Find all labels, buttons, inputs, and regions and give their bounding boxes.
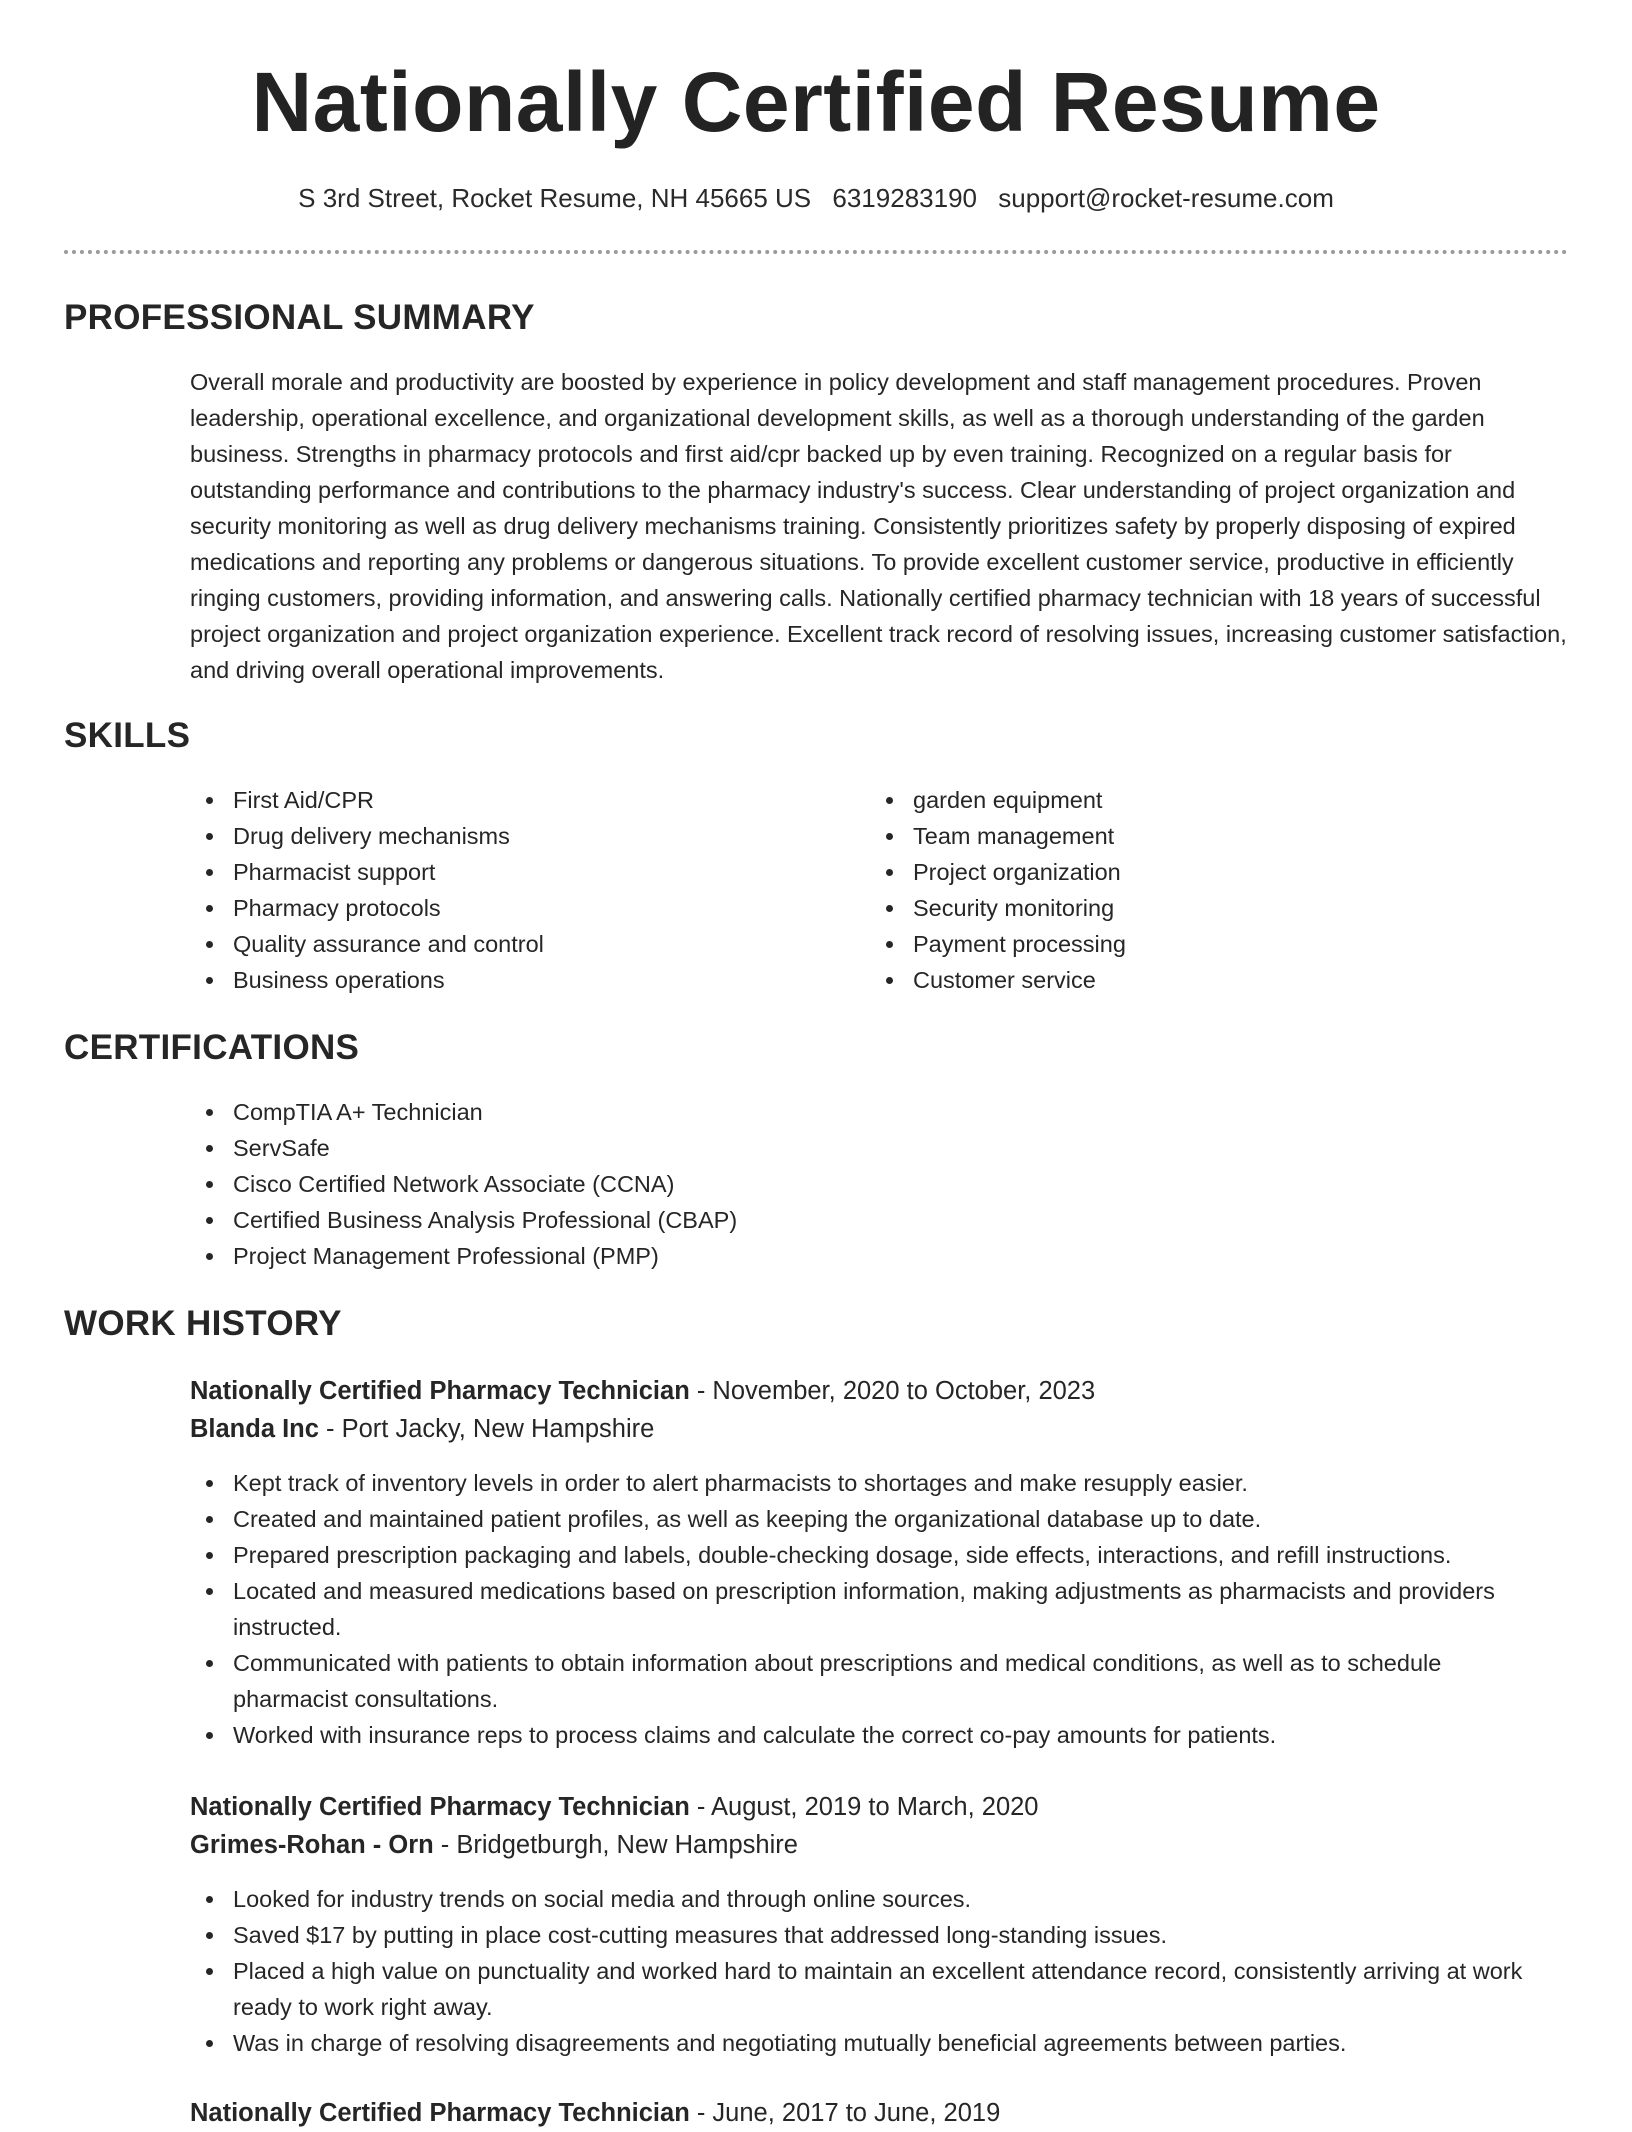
job-title-line <box>190 1788 1039 1826</box>
job-dates: - August, 2019 to March, 2020 <box>689 1793 1039 1821</box>
job-bullet: Was in charge of resolving disagreements and negotiating mutually beneficial agreements between parties. <box>190 2025 1560 2061</box>
job-bullet: Looked for industry trends on social media and through online sources. <box>190 1881 1560 1917</box>
job-company-line <box>190 1826 798 1864</box>
skill-item: Payment processing <box>870 926 1550 962</box>
contact-line <box>0 180 1632 216</box>
skill-item: Security monitoring <box>870 890 1550 926</box>
job-location: - Bridgetburgh, New Hampshire <box>433 1831 798 1859</box>
summary-text: Overall morale and productivity are boosted by experience in policy development and staff management procedures. Proven leadership, operational excellence, and organizational development skills, as well as a thorough understanding of the garden business. Strengths in pharmacy protocols and first aid/cpr backed up by even training. Recognized on a regular basis for outstanding performance and contributions to the pharmacy industry's success. Clear understanding of project organization and security monitoring as well as drug delivery mechanisms training. Consistently prioritizes safety by properly disposing of expired medications and reporting any problems or dangerous situations. To provide excellent customer service, productive in efficiently ringing customers, providing information, and answering calls. Nationally certified pharmacy technician with 18 years of successful project organization and project organization experience. Excellent track record of resolving issues, increasing customer satisfaction, and driving overall operational improvements. <box>190 369 1567 683</box>
certification-item: Cisco Certified Network Associate (CCNA) <box>190 1166 1560 1202</box>
contact-address: S 3rd Street, Rocket Resume, NH 45665 US <box>298 183 812 213</box>
job-title: Nationally Certified Pharmacy Technician <box>190 2099 690 2127</box>
skill-item: garden equipment <box>870 782 1550 818</box>
certification-item: CompTIA A+ Technician <box>190 1094 1560 1130</box>
skill-item: Project organization <box>870 854 1550 890</box>
job-title: Nationally Certified Pharmacy Technician <box>190 1377 690 1405</box>
skill-item: Team management <box>870 818 1550 854</box>
certifications-list <box>190 1094 1560 1274</box>
skill-item: Drug delivery mechanisms <box>190 818 830 854</box>
job-company: Grimes-Rohan - Orn <box>190 1831 434 1859</box>
contact-phone: 6319283190 <box>832 183 977 213</box>
contact-email: support@rocket-resume.com <box>998 183 1334 213</box>
job-bullet: Prepared prescription packaging and labels, double-checking dosage, side effects, interactions, and refill instructions. <box>190 1537 1560 1573</box>
skill-item: Quality assurance and control <box>190 926 830 962</box>
job-bullets <box>190 1465 1560 1753</box>
job-bullet: Kept track of inventory levels in order to alert pharmacists to shortages and make resupply easier. <box>190 1465 1560 1501</box>
job-bullets <box>190 1881 1560 2061</box>
job-location: - Port Jacky, New Hampshire <box>318 1415 655 1443</box>
job-bullet: Located and measured medications based on prescription information, making adjustments as pharmacists and providers instructed. <box>190 1573 1560 1645</box>
job-dates: - November, 2020 to October, 2023 <box>689 1377 1096 1405</box>
certification-item: Certified Business Analysis Professional (CBAP) <box>190 1202 1560 1238</box>
job-bullet: Created and maintained patient profiles, as well as keeping the organizational database up to date. <box>190 1501 1560 1537</box>
job-title-line <box>190 1372 1095 1410</box>
section-title-work-history: WORK HISTORY <box>64 1304 342 1343</box>
job-dates: - June, 2017 to June, 2019 <box>689 2099 1001 2127</box>
job-company-line <box>190 1410 654 1448</box>
job-bullet: Worked with insurance reps to process claims and calculate the correct co-pay amounts for patients. <box>190 1717 1560 1753</box>
certification-item: ServSafe <box>190 1130 1560 1166</box>
job-title-line <box>190 2094 1000 2132</box>
job-title: Nationally Certified Pharmacy Technician <box>190 1793 690 1821</box>
section-title-skills: SKILLS <box>64 716 191 755</box>
skill-item: First Aid/CPR <box>190 782 830 818</box>
skills-list-right <box>870 782 1550 998</box>
job-bullet: Saved $17 by putting in place cost-cutting measures that addressed long-standing issues. <box>190 1917 1560 1953</box>
certification-item: Project Management Professional (PMP) <box>190 1238 1560 1274</box>
job-bullet: Communicated with patients to obtain information about prescriptions and medical conditions, as well as to schedule pharmacist consultations. <box>190 1645 1560 1717</box>
job-company: Blanda Inc <box>190 1415 319 1443</box>
skills-list-left <box>190 782 830 998</box>
skill-item: Customer service <box>870 962 1550 998</box>
section-title-summary: PROFESSIONAL SUMMARY <box>64 298 535 337</box>
resume-name: Nationally Certified Resume <box>251 55 1381 149</box>
skill-item: Business operations <box>190 962 830 998</box>
skill-item: Pharmacy protocols <box>190 890 830 926</box>
header-divider <box>64 250 1568 254</box>
section-title-certifications: CERTIFICATIONS <box>64 1028 360 1067</box>
job-bullet: Placed a high value on punctuality and worked hard to maintain an excellent attendance record, consistently arriving at work ready to work right away. <box>190 1953 1560 2025</box>
skill-item: Pharmacist support <box>190 854 830 890</box>
